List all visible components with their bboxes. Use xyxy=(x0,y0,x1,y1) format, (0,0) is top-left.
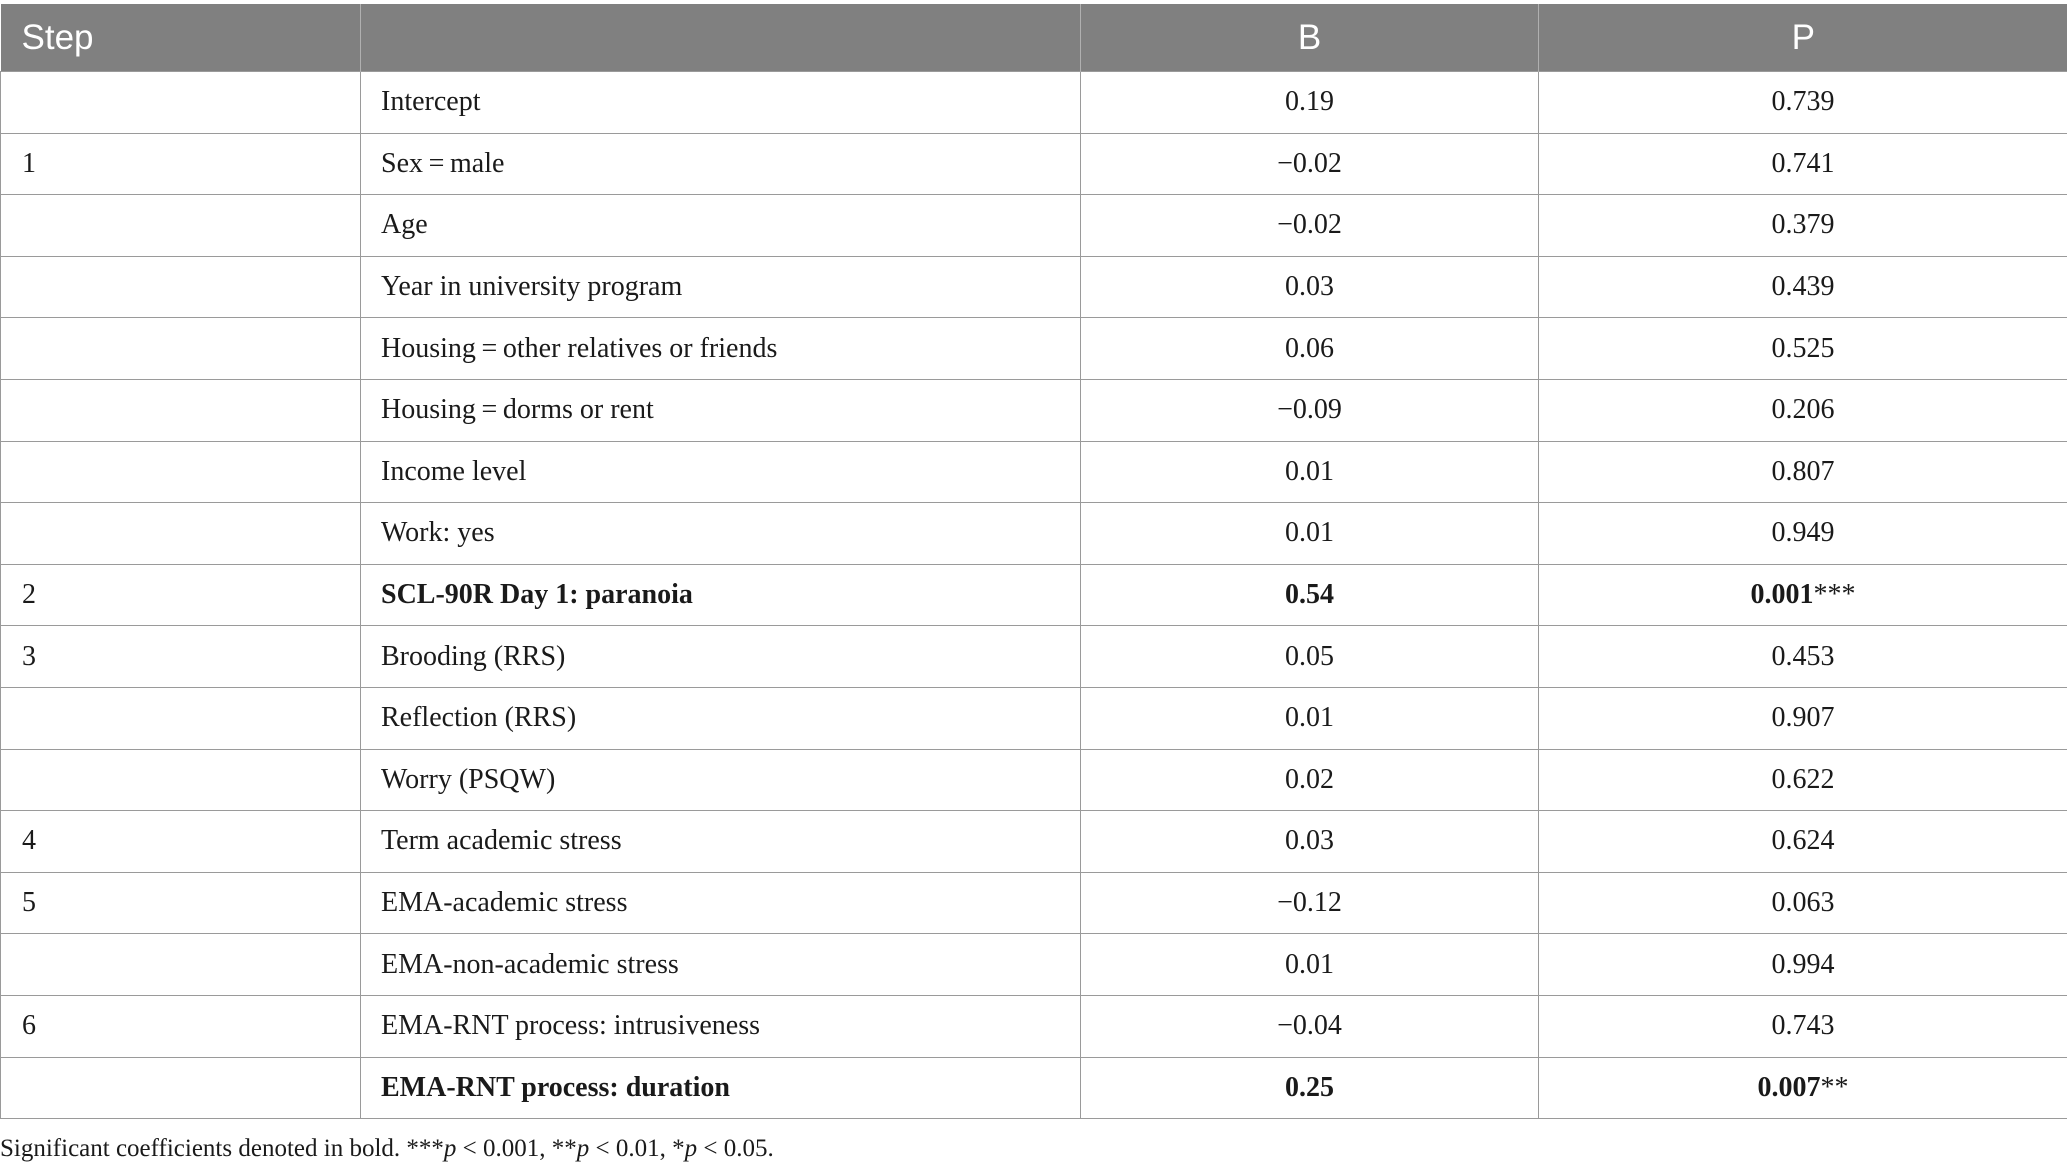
variable-cell: Term academic stress xyxy=(361,811,1081,873)
p-cell xyxy=(1539,626,2067,688)
step-cell xyxy=(1,1057,361,1119)
b-cell: 0.03 xyxy=(1081,256,1539,318)
variable-cell: Work: yes xyxy=(361,503,1081,565)
b-cell: 0.03 xyxy=(1081,811,1539,873)
variable-cell: EMA-academic stress xyxy=(361,872,1081,934)
p-cell xyxy=(1539,503,2067,565)
p-value: 0.453 xyxy=(1771,640,1835,672)
table-row xyxy=(1,195,2067,257)
table-row xyxy=(1,256,2067,318)
p-value: 0.807 xyxy=(1771,455,1835,487)
b-cell: −0.02 xyxy=(1081,195,1539,257)
p-value: 0.739 xyxy=(1771,86,1835,118)
p-value: 0.439 xyxy=(1771,271,1835,303)
step-cell xyxy=(1,72,361,134)
p-value: 0.622 xyxy=(1771,763,1835,795)
table-row xyxy=(1,626,2067,688)
variable-cell: Worry (PSQW) xyxy=(361,749,1081,811)
table-row xyxy=(1,503,2067,565)
p-cell xyxy=(1539,133,2067,195)
b-cell: 0.05 xyxy=(1081,626,1539,688)
b-cell: −0.02 xyxy=(1081,133,1539,195)
step-cell: 1 xyxy=(1,133,361,195)
variable-cell: EMA-RNT process: duration xyxy=(361,1057,1081,1119)
p-value: 0.907 xyxy=(1771,702,1835,734)
p-value: 0.741 xyxy=(1771,147,1835,179)
b-cell: 0.06 xyxy=(1081,318,1539,380)
table-header xyxy=(1,4,2067,72)
p-cell xyxy=(1539,687,2067,749)
step-cell xyxy=(1,749,361,811)
b-cell: 0.25 xyxy=(1081,1057,1539,1119)
p-cell xyxy=(1539,72,2067,134)
table-row xyxy=(1,318,2067,380)
p-cell xyxy=(1539,872,2067,934)
p-cell xyxy=(1539,811,2067,873)
variable-cell: Income level xyxy=(361,441,1081,503)
variable-cell: Brooding (RRS) xyxy=(361,626,1081,688)
p-value: 0.994 xyxy=(1771,948,1835,980)
step-cell xyxy=(1,441,361,503)
b-cell: 0.01 xyxy=(1081,441,1539,503)
p-value: 0.949 xyxy=(1771,517,1835,549)
table-row xyxy=(1,1057,2067,1119)
p-cell xyxy=(1539,934,2067,996)
step-cell xyxy=(1,256,361,318)
p-value: 0.206 xyxy=(1771,394,1835,426)
b-cell: −0.09 xyxy=(1081,379,1539,441)
variable-cell: Housing = other relatives or friends xyxy=(361,318,1081,380)
table-row xyxy=(1,872,2067,934)
variable-cell: SCL-90R Day 1: paranoia xyxy=(361,564,1081,626)
p-cell xyxy=(1539,256,2067,318)
step-cell xyxy=(1,687,361,749)
variable-cell: Age xyxy=(361,195,1081,257)
table-footnote: Significant coefficients denoted in bold. ***p < 0.001, **p < 0.01, *p < 0.05. xyxy=(0,1135,774,1162)
header-row xyxy=(1,4,2067,72)
variable-cell: EMA-RNT process: intrusiveness xyxy=(361,995,1081,1057)
step-cell xyxy=(1,379,361,441)
table-row xyxy=(1,441,2067,503)
step-cell xyxy=(1,503,361,565)
step-cell xyxy=(1,318,361,380)
b-cell: −0.12 xyxy=(1081,872,1539,934)
p-cell xyxy=(1539,1057,2067,1119)
step-cell: 2 xyxy=(1,564,361,626)
p-value: 0.379 xyxy=(1771,209,1835,241)
significance-stars: *** xyxy=(1813,579,1856,611)
p-value: 0.743 xyxy=(1771,1010,1835,1042)
variable-cell: Intercept xyxy=(361,72,1081,134)
p-cell xyxy=(1539,379,2067,441)
table-row xyxy=(1,133,2067,195)
p-value: 0.063 xyxy=(1771,887,1835,919)
variable-cell: Year in university program xyxy=(361,256,1081,318)
table-body xyxy=(1,72,2067,1119)
step-cell: 5 xyxy=(1,872,361,934)
p-cell xyxy=(1539,318,2067,380)
p-value: 0.525 xyxy=(1771,332,1835,364)
p-cell xyxy=(1539,995,2067,1057)
p-cell xyxy=(1539,749,2067,811)
table-row xyxy=(1,687,2067,749)
table-row xyxy=(1,379,2067,441)
variable-cell: Sex = male xyxy=(361,133,1081,195)
header-step: Step xyxy=(1,4,361,72)
p-value: 0.007 xyxy=(1757,1071,1821,1103)
regression-table xyxy=(0,4,2067,1119)
table-row xyxy=(1,811,2067,873)
p-cell xyxy=(1539,195,2067,257)
b-cell: 0.54 xyxy=(1081,564,1539,626)
p-value: 0.001 xyxy=(1750,579,1814,611)
header-b: B xyxy=(1081,4,1539,72)
step-cell: 3 xyxy=(1,626,361,688)
table-row xyxy=(1,995,2067,1057)
b-cell: 0.01 xyxy=(1081,503,1539,565)
step-cell xyxy=(1,934,361,996)
p-cell xyxy=(1539,441,2067,503)
p-cell xyxy=(1539,564,2067,626)
header-variable xyxy=(361,4,1081,72)
step-cell xyxy=(1,195,361,257)
variable-cell: Reflection (RRS) xyxy=(361,687,1081,749)
header-p: P xyxy=(1539,4,2067,72)
significance-stars: ** xyxy=(1820,1071,1849,1103)
b-cell: −0.04 xyxy=(1081,995,1539,1057)
p-value: 0.624 xyxy=(1771,825,1835,857)
table-row xyxy=(1,72,2067,134)
table-row xyxy=(1,564,2067,626)
b-cell: 0.01 xyxy=(1081,934,1539,996)
b-cell: 0.19 xyxy=(1081,72,1539,134)
variable-cell: EMA-non-academic stress xyxy=(361,934,1081,996)
table-row xyxy=(1,749,2067,811)
b-cell: 0.02 xyxy=(1081,749,1539,811)
table-row xyxy=(1,934,2067,996)
b-cell: 0.01 xyxy=(1081,687,1539,749)
step-cell: 4 xyxy=(1,811,361,873)
variable-cell: Housing = dorms or rent xyxy=(361,379,1081,441)
step-cell: 6 xyxy=(1,995,361,1057)
